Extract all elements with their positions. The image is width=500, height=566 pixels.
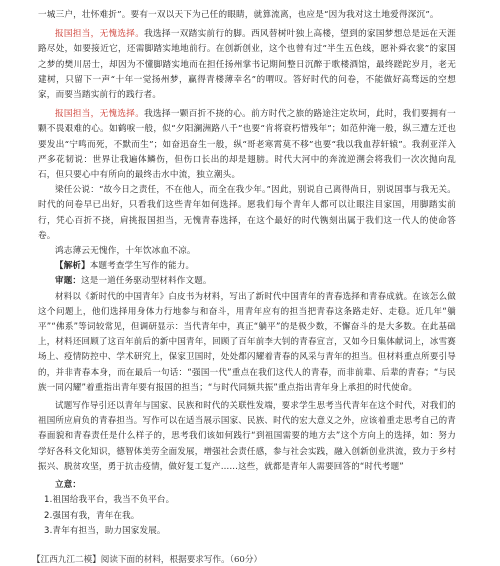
essay-paragraph-2-label: 报国担当，无愧选择。 xyxy=(55,29,145,40)
review-line: 审题：这是一道任务驱动型材料作文题。 xyxy=(55,276,212,287)
analysis-heading: 【解析】本题考查学生写作的能力。 xyxy=(55,261,195,272)
essay-paragraph-3-label: 报国担当，无愧选择。 xyxy=(55,109,145,120)
analysis-heading-label: 【解析】 xyxy=(55,261,90,272)
essay-paragraph-1: 一城三户，壮怀难折”。要有一双以天下为己任的眼睛，就算流离，也应是“因为我对这土地爱得深沉”。 xyxy=(38,10,439,20)
next-question-heading: 【江西九江二模】阅读下面的材料，根据要求写作。（60分） xyxy=(32,555,263,565)
analysis-paragraph-2: 试题写作导引还以青年与国家、民族和时代的关联性发端，要求学生思考当代青年在这个时代，对我们的祖国所应肩负的青春担当。写作可以在适当展示国家、民族、时代的宏大意义之外，应该着重走思考自己的青春面貌和青春责任是什么样子的，思考我们该如何践行“到祖国需要的地方去”这个方向上的选择，如：努力学好各科文化知识，德智体美劳全面发展，增强社会责任感，参与社会实践，融入创新创业洪流，致力于乡村振兴、脱贫攻坚，勇于抗击疫情，做好复工复产……这些，就都是青年人需要回答的“时代考题” xyxy=(38,401,456,472)
essay-paragraph-3: 报国担当，无愧选择。我选择一颗百折不挠的心。前方时代之旅的路途注定坎坷，此时，我们要拥有一颗不畏艰难的心。如鹤唳一般，似“夕阳澜洲路八千”也要“肯将衰朽惜残年”；如范仲淹一般，纵三遭左迁也要发出“宁鸣而死，不默而生”；如奋迅奋生一般，纵“哥老寒霄莫不移”也要“我以我血荐轩辕”。我刹亚洋入严多花韧说：世界让我遍体鳞伤，但伤口长出的却是翅膀。时代大河中的奔流逆溯会将我们一次次抛向乱石，但只要心中有所向的最终击水中流，独立潮头。 xyxy=(38,109,456,181)
essay-paragraph-4: 梁任公说：“故今日之责任，不在他人，而全在我少年。”因此，别说自己离得尚日，别说国事与我无关。时代的问卷早已出好，只看我们这些青年如何选择。愿我们每个青年人都可以让眼注目家国，用脚踏实前行，凭心百折不挠，肩挑报国担当，无愧青春选择，在这个最好的时代镌刻出属于我们这一代人的使命答卷。 xyxy=(38,185,456,241)
review-label: 审题： xyxy=(55,276,82,287)
essay-closing-line: 鸿志薄云无愧作，十年饮冰血不凉。 xyxy=(55,246,196,257)
ideas-label: 立意： xyxy=(55,480,82,491)
ideas-list xyxy=(0,493,500,539)
idea-item: 1.祖国给我平台，我当不负平台。 xyxy=(44,495,175,506)
analysis-paragraph-1: 材料以《新时代的中国青年》白皮书为材料，写出了新时代中国青年的青春选择和青春成就。在该怎么做这个问题上，他们选择用身体力行地参与和奋斗，用青年应有的担当把青春这条路走好、走稳。近几年“躺平”“佛系”等词较常见，但调研显示：当代青年中，真正“躺平”的是极少数，不懈奋斗的是大多数。在此基础上，材料还回顾了这百年前后的新中国青年，回顾了百年前李大钊的青春宣言，又如今日集体献词上，冰雪赛场上、疫情防控中、学术研究上，保家卫国时，处处都闪耀着青春的风采与青年的担当。但材料重点所要引导的，并非青春本身，而在最后一句话：“强国一代”重点在我们这代人的青春，而非前辈、后辈的青春；“与民族一同闪耀”着重指出青年要有报国的担当；“与时代同频共振”重点指出青年身上承担的时代使命。 xyxy=(38,291,456,393)
essay-paragraph-2: 报国担当，无愧选择。我选择一双踏实前行的脚。西风替树叶独上高楼，望到的家国梦想总是远在天涯路尽处，如要接近它，还需脚踏实地地前行。在创新创业，这个也曾有过“半生五色线，愿补舜衣裳”的家国之梦的樊川居士，却因为不懂脚踏实地而在担任扬州掌书记期间整日沉醉于歌楼酒馆，最终蹉跎岁月，老无建树，只留下一声“十年一觉扬州梦，赢得青楼薄幸名”的喟叹。答好时代的问卷，不能做好高骛远的空想家，而要当踏实前行的践行者。 xyxy=(38,29,456,101)
idea-item: 2.强国有我，青年在我。 xyxy=(44,510,140,521)
idea-item: 3.青年有担当，助力国家发展。 xyxy=(44,525,166,536)
